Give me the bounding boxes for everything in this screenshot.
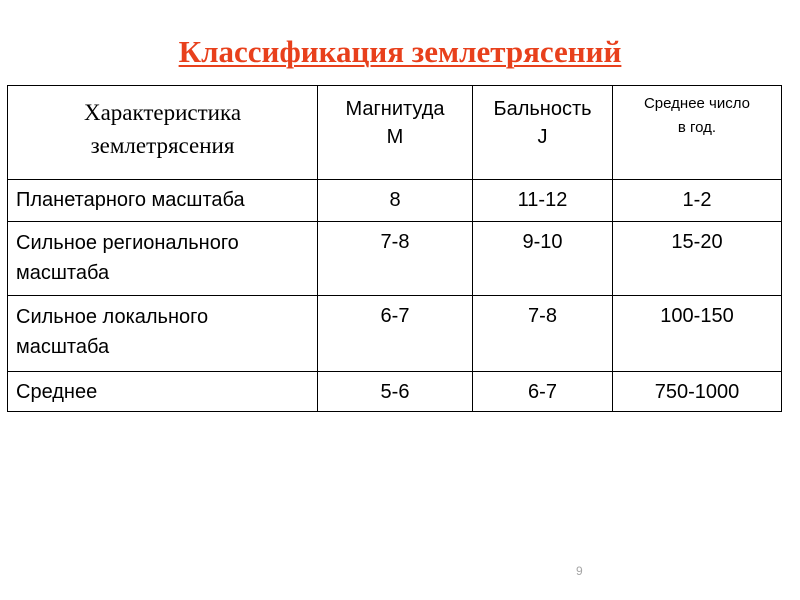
earthquake-classification-table bbox=[7, 85, 782, 412]
intensity-value: 7-8 bbox=[528, 305, 557, 327]
per-year-value: 1-2 bbox=[682, 189, 712, 211]
row-label: масштаба bbox=[16, 262, 110, 284]
per-year-value: 750-1000 bbox=[654, 381, 740, 403]
per-year-cell bbox=[613, 222, 782, 296]
magnitude-value: 8 bbox=[389, 189, 401, 211]
page-number: 9 bbox=[576, 564, 583, 578]
magnitude-value: 6-7 bbox=[380, 305, 410, 327]
header-line: в год. bbox=[677, 119, 717, 136]
table-row bbox=[8, 222, 782, 296]
header-line: землетрясения bbox=[90, 133, 235, 158]
header-per-year bbox=[613, 86, 782, 180]
magnitude-value: 7-8 bbox=[380, 231, 410, 253]
row-label: Планетарного масштаба bbox=[16, 189, 245, 211]
header-line: Характеристика bbox=[83, 100, 242, 125]
header-intensity bbox=[473, 86, 613, 180]
row-label: Среднее bbox=[16, 381, 98, 403]
row-label-cell bbox=[8, 296, 318, 372]
intensity-value: 9-10 bbox=[522, 231, 563, 253]
row-label: Сильное регионального bbox=[16, 232, 239, 254]
magnitude-value: 5-6 bbox=[380, 381, 410, 403]
intensity-cell bbox=[473, 372, 613, 412]
header-line: J bbox=[537, 126, 548, 148]
intensity-cell bbox=[473, 222, 613, 296]
intensity-value: 11-12 bbox=[517, 189, 568, 211]
header-line: М bbox=[386, 126, 404, 148]
table-header-row bbox=[8, 86, 782, 180]
per-year-cell bbox=[613, 296, 782, 372]
row-label-cell bbox=[8, 180, 318, 222]
row-label: масштаба bbox=[16, 336, 110, 358]
header-magnitude bbox=[318, 86, 473, 180]
header-line: Среднее число bbox=[643, 95, 751, 112]
per-year-cell bbox=[613, 372, 782, 412]
magnitude-cell bbox=[318, 372, 473, 412]
table-row bbox=[8, 372, 782, 412]
per-year-value: 15-20 bbox=[671, 231, 723, 253]
magnitude-cell bbox=[318, 296, 473, 372]
row-label-cell bbox=[8, 222, 318, 296]
slide-title: Классификация землетрясений bbox=[178, 34, 622, 69]
magnitude-cell bbox=[318, 222, 473, 296]
per-year-value: 100-150 bbox=[660, 305, 734, 327]
header-line: Бальность bbox=[493, 98, 592, 120]
row-label-cell bbox=[8, 372, 318, 412]
header-characteristic bbox=[8, 86, 318, 180]
header-line: Магнитуда bbox=[345, 98, 445, 120]
magnitude-cell bbox=[318, 180, 473, 222]
intensity-value: 6-7 bbox=[528, 381, 557, 403]
row-label: Сильное локального bbox=[16, 306, 209, 328]
per-year-cell bbox=[613, 180, 782, 222]
intensity-cell bbox=[473, 296, 613, 372]
table-row bbox=[8, 296, 782, 372]
intensity-cell bbox=[473, 180, 613, 222]
table-row bbox=[8, 180, 782, 222]
